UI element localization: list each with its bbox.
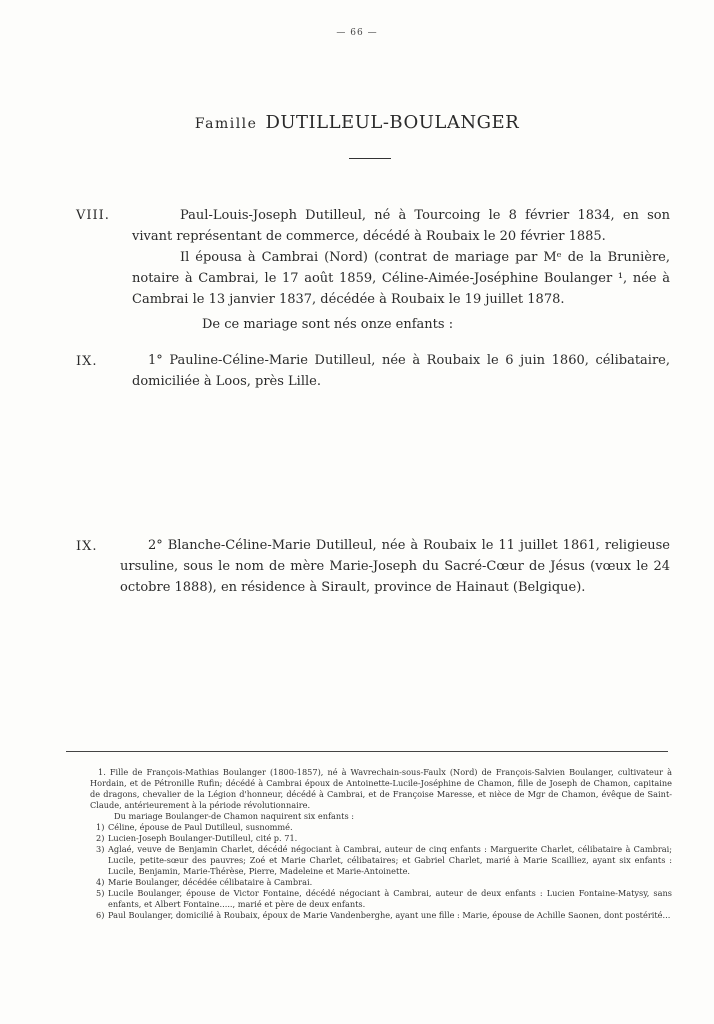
page-title	[0, 112, 714, 133]
entry-viii	[132, 205, 670, 335]
generation-label: VIII.	[76, 208, 110, 223]
entry-paragraph: Il épousa à Cambrai (Nord) (contrat de mariage par Mᵉ de la Brunière, notaire à Cambrai, le 17 août 1859, Céline-Aimée-Joséphine Boulanger ¹, née à Cambrai le 13 janvier 1837, décédée à Roubaix le 19 juillet 1878.	[132, 250, 670, 307]
list-item: 4) Marie Boulanger, décédée célibataire à Cambrai.	[96, 877, 313, 887]
generation-label: IX.	[76, 354, 98, 369]
entry-ix-2	[120, 535, 670, 598]
generation-label: IX.	[76, 539, 98, 554]
list-item: 5) Lucile Boulanger, épouse de Victor Fontaine, décédé négociant à Cambrai, auteur de deux enfants : Lucien Fontaine-Matysy, sans enfants, et Albert Fontaine....., marié et père de deux enfants.	[96, 888, 672, 909]
footnotes	[90, 767, 672, 921]
entry-paragraph: 1° Pauline-Céline-Marie Dutilleul, née à Roubaix le 6 juin 1860, célibataire, domiciliée à Loos, près Lille.	[132, 353, 670, 389]
list-item: 6) Paul Boulanger, domicilié à Roubaix, époux de Marie Vandenberghe, ayant une fille : Marie, épouse de Achille Saonen, dont postérité...	[96, 910, 671, 920]
title-prefix: Famille	[194, 116, 258, 132]
list-item: 2) Lucien-Joseph Boulanger-Dutilleul, cité p. 71.	[96, 833, 298, 843]
children-note: De ce mariage sont nés onze enfants :	[202, 317, 454, 332]
footnote-1: 1. Fille de François-Mathias Boulanger (1800-1857), né à Wavrechain-sous-Faulx (Nord) de François-Salvien Boulanger, cultivateur à Hordain, et de Pétronille Rufin; décédé à Cambrai époux de Antoinette-Lucile-Joséphine de Chamon, fille de Joseph de Chamon, capitaine de dragons, chevalier de la Légion d'honneur, décédé à Cambrai, et de Françoise Maresse, et nièce de Mgr de Chamon, évêque de Saint-Claude, antérieurement à la période révolutionnaire.	[90, 767, 672, 810]
entry-paragraph: Paul-Louis-Joseph Dutilleul, né à Tourcoing le 8 février 1834, en son vivant représentant de commerce, décédé à Roubaix le 20 février 1885.	[132, 208, 670, 244]
title-family-name: DUTILLEUL-BOULANGER	[265, 112, 520, 133]
entry-paragraph: 2° Blanche-Céline-Marie Dutilleul, née à Roubaix le 11 juillet 1861, religieuse ursuline, sous le nom de mère Marie-Joseph du Sacré-Cœur de Jésus (vœux le 24 octobre 1888), en résidence à Sirault, province de Hainaut (Belgique).	[120, 538, 670, 595]
title-divider	[349, 158, 391, 159]
footnote-divider	[66, 751, 668, 752]
footnote-intro: Du mariage Boulanger-de Chamon naquirent six enfants :	[114, 811, 355, 821]
list-item: 1) Céline, épouse de Paul Dutilleul, susnommé.	[96, 822, 293, 832]
list-item: 3) Aglaé, veuve de Benjamin Charlet, décédé négociant à Cambrai, auteur de cinq enfants : Marguerite Charlet, célibataire à Cambrai; Lucile, petite-sœur des pauvres; Zoé et Marie Charlet, célibataires; et Gabriel Charlet, marié à Marie Scailliez, ayant six enfants : Lucile, Benjamin, Marie-Thérèse, Pierre, Madeleine et Marie-Antoinette.	[96, 844, 672, 876]
footnote-children-list	[90, 822, 672, 921]
page-number: — 66 —	[336, 28, 378, 38]
entry-ix-1	[132, 350, 670, 392]
